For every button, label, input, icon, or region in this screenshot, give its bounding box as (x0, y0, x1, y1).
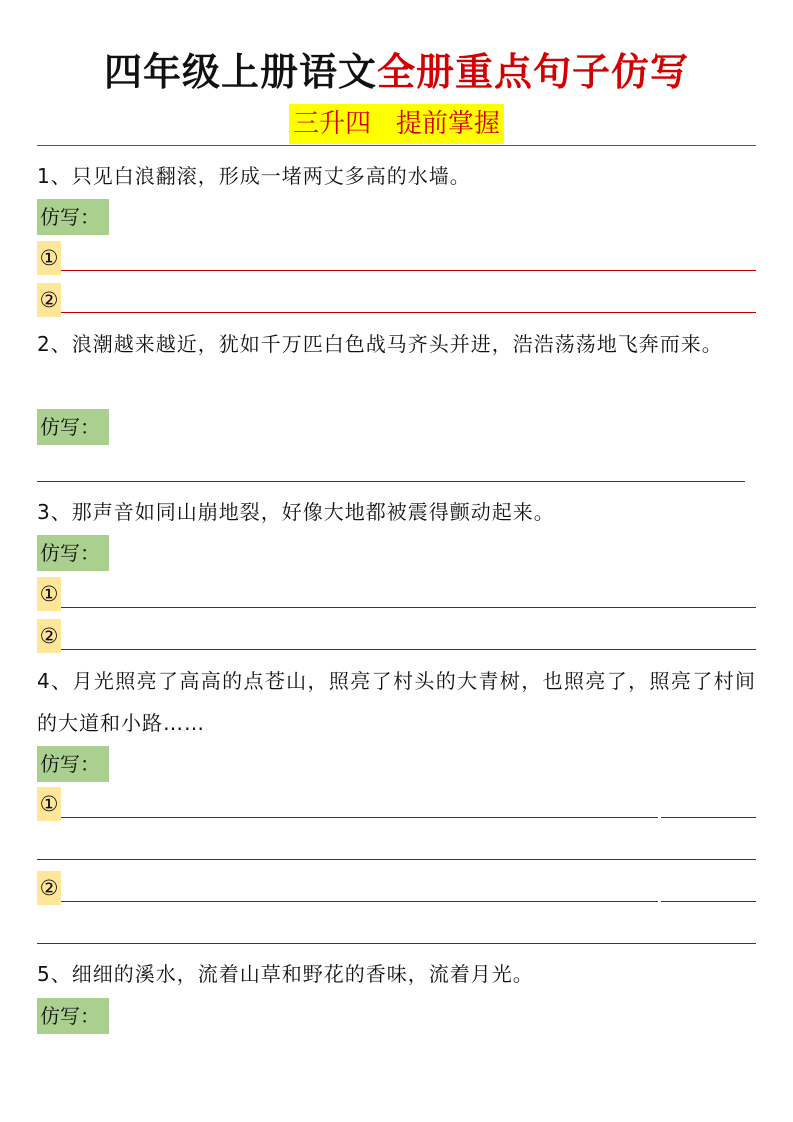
answer-line-2-1[interactable] (37, 481, 745, 482)
imitate-label-3: 仿写： (37, 535, 109, 571)
question-5: 5、细细的溪水，流着山草和野花的香味，流着月光。 (37, 962, 534, 986)
question-2: 2、浪潮越来越近，犹如千万匹白色战马齐头并进，浩浩荡荡地飞奔而来。 (37, 332, 723, 356)
question-3: 3、那声音如同山崩地裂，好像大地都被震得颤动起来。 (37, 500, 555, 524)
answer-line-4-1b[interactable] (661, 817, 756, 818)
title-black-part: 四年级上册语文 (103, 50, 377, 94)
header-divider (37, 145, 756, 146)
answer-line-3-1[interactable] (61, 607, 756, 608)
answer-line-4-1c[interactable] (37, 859, 756, 860)
answer-marker-1-1: ① (37, 241, 61, 275)
question-4: 4、月光照亮了高高的点苍山，照亮了村头的大青树，也照亮了，照亮了村间的大道和小路…… (37, 669, 756, 735)
imitate-label-2: 仿写： (37, 409, 109, 445)
answer-line-4-2b[interactable] (661, 901, 756, 902)
question-1: 1、只见白浪翻滚，形成一堵两丈多高的水墙。 (37, 164, 471, 188)
subtitle-wrap (0, 104, 793, 144)
imitate-label-5: 仿写： (37, 998, 109, 1034)
answer-marker-3-2: ② (37, 619, 61, 653)
answer-marker-1-2: ② (37, 283, 61, 317)
answer-marker-4-1: ① (37, 787, 61, 821)
answer-line-1-1[interactable] (61, 270, 756, 271)
imitate-label-4: 仿写： (37, 746, 109, 782)
answer-line-4-2c[interactable] (37, 943, 756, 944)
answer-marker-4-2: ② (37, 871, 61, 905)
answer-marker-3-1: ① (37, 577, 61, 611)
answer-line-4-1a[interactable] (61, 817, 658, 818)
imitate-label-1: 仿写： (37, 199, 109, 235)
title-red-part: 全册重点句子仿写 (377, 50, 690, 94)
answer-line-4-2a[interactable] (61, 901, 658, 902)
subtitle-banner: 三升四 提前掌握 (289, 104, 504, 144)
answer-line-1-2[interactable] (61, 312, 756, 313)
answer-line-3-2[interactable] (61, 649, 756, 650)
page-title (0, 44, 793, 100)
